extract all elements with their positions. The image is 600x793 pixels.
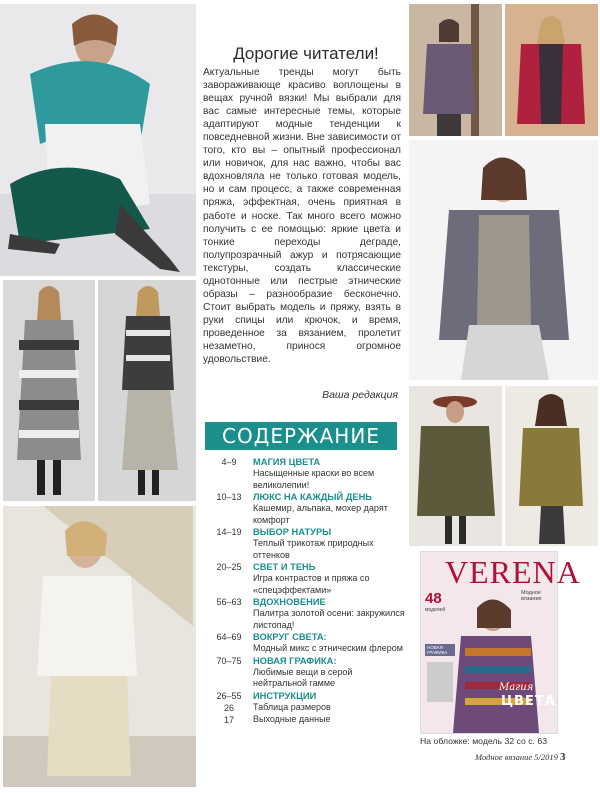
cover-count: 48 bbox=[425, 590, 442, 607]
toc-item bbox=[205, 526, 405, 561]
toc-item bbox=[205, 631, 405, 655]
toc-item-pages: 10–13 bbox=[216, 492, 242, 502]
toc-item bbox=[205, 702, 405, 714]
toc-item-body bbox=[253, 596, 405, 631]
photo-model-purple-cardigan bbox=[409, 4, 502, 136]
toc-item-desc: Насыщенные краски во всем великолепии! bbox=[253, 468, 375, 490]
toc-item bbox=[205, 456, 405, 491]
footer-issue: Модное вязание 5/2019 bbox=[475, 752, 558, 762]
toc-item-body bbox=[253, 561, 405, 596]
toc-item-desc: Модный микс с этническим флером bbox=[253, 643, 403, 653]
toc-item bbox=[205, 561, 405, 596]
cover-magic-line1: Магия bbox=[499, 682, 534, 693]
photo-model-poncho bbox=[409, 386, 502, 546]
toc-item-pages: 56–63 bbox=[216, 597, 242, 607]
toc-item-title: ВЫБОР НАТУРЫ bbox=[253, 527, 332, 537]
toc-item-pages: 70–75 bbox=[216, 655, 242, 666]
toc-item-title: СВЕТ И ТЕНЬ bbox=[253, 562, 316, 572]
toc-item-pages: 26 bbox=[223, 702, 234, 713]
toc-item-title: ЛЮКС НА КАЖДЫЙ ДЕНЬ bbox=[253, 492, 372, 502]
toc-item-body bbox=[253, 631, 405, 655]
toc-item-desc: Таблица размеров bbox=[253, 701, 331, 712]
toc-item-body bbox=[253, 655, 405, 690]
page-number: 3 bbox=[559, 751, 566, 763]
toc-item-desc: Кашемир, альпака, мохер дарят комфорт bbox=[253, 503, 388, 525]
toc-item-title: ВОКРУГ СВЕТА: bbox=[253, 632, 327, 642]
toc-item-body bbox=[253, 456, 405, 491]
photo-model-olive-jacket bbox=[505, 386, 598, 546]
toc-item bbox=[205, 714, 405, 726]
toc-item-title: НОВАЯ ГРАФИКА: bbox=[253, 655, 337, 666]
photo-model-teal-scarf bbox=[0, 4, 196, 276]
toc-item bbox=[205, 690, 405, 702]
magazine-cover bbox=[420, 551, 581, 734]
cover-badge: НОВАЯ ГРАФИКА bbox=[425, 644, 455, 656]
toc-item-title: ВДОХНОВЕНИЕ bbox=[253, 597, 326, 607]
photo-model-red-coat bbox=[505, 4, 598, 136]
toc-item bbox=[205, 491, 405, 526]
toc-header: СОДЕРЖАНИЕ bbox=[205, 422, 397, 450]
toc-item-body bbox=[253, 491, 405, 526]
toc-item-title: МАГИЯ ЦВЕТА bbox=[253, 457, 321, 467]
toc-item-body bbox=[253, 526, 405, 561]
toc-item-body bbox=[253, 714, 405, 726]
photo-model-grey-jacket bbox=[409, 140, 598, 380]
cover-magic-line2: ЦВЕТА bbox=[501, 694, 556, 709]
toc-item bbox=[205, 596, 405, 631]
toc-item-pages: 26–55 bbox=[216, 690, 242, 701]
photo-model-skirt bbox=[98, 280, 196, 501]
cover-title: VERENA bbox=[445, 554, 581, 590]
page-footer bbox=[475, 751, 565, 763]
intro-signature: Ваша редакция bbox=[322, 389, 398, 401]
toc-item-desc: Теплый трикотаж природных оттенков bbox=[253, 538, 374, 560]
toc-item-pages: 64–69 bbox=[216, 632, 242, 642]
cover-count-label: моделей bbox=[425, 607, 446, 613]
toc-item-pages: 14–19 bbox=[216, 527, 242, 537]
intro-text: Актуальные тренды могут быть завораживающе красиво воплощены в вещах ручной вязки! Мы выбрали для вас самые интересные темы, которые адаптируют модные тенденции к повседневной жизни. Вне зависимости от того, кто вы – опытный профессионал или новичок, для нас важно, чтобы вас вдохновляла не только готовая модель, но и сам процесс, а также современная пряжа, эффектная, очень приятная в работе и носке. Так много всего можно получить с ее помощью: яркие цвета и тонкие переходы деграде, полупрозрачный ажур и потрясающие текстуры, создать классические однотонные или пестрые этнические образы – разнообразие бесконечно. Стоит выбрать модель и пряжу, взять в руки спицы или крючок, и время, проведенное за вязанием, пролетит незаметно, принося огромное удовольствие. bbox=[203, 67, 401, 366]
photo-model-long-cardigan bbox=[3, 280, 95, 501]
toc-item-pages: 4–9 bbox=[221, 457, 237, 467]
toc-item bbox=[205, 655, 405, 690]
toc-item-title: ИНСТРУКЦИИ bbox=[253, 690, 317, 701]
toc-item-desc: Выходные данные bbox=[253, 713, 331, 724]
toc-list bbox=[205, 456, 405, 726]
toc-item-desc: Палитра золотой осени: закружился листопад! bbox=[253, 608, 405, 630]
toc-item-body bbox=[253, 702, 405, 714]
toc-item-pages: 20–25 bbox=[216, 562, 242, 572]
toc-item-desc: Игра контрастов и пряжа со «спецэффектами» bbox=[253, 573, 370, 595]
toc-item-pages: 17 bbox=[223, 714, 234, 725]
toc-item-desc: Любимые вещи в серой нейтральной гамме bbox=[253, 666, 353, 688]
cover-caption: На обложке: модель 32 со с. 63 bbox=[420, 736, 548, 746]
photo-model-white-sweater bbox=[3, 506, 196, 787]
toc-item-body bbox=[253, 690, 405, 702]
intro-title: Дорогие читатели! bbox=[233, 44, 379, 63]
cover-subtitle: Модное вязание bbox=[521, 590, 542, 602]
